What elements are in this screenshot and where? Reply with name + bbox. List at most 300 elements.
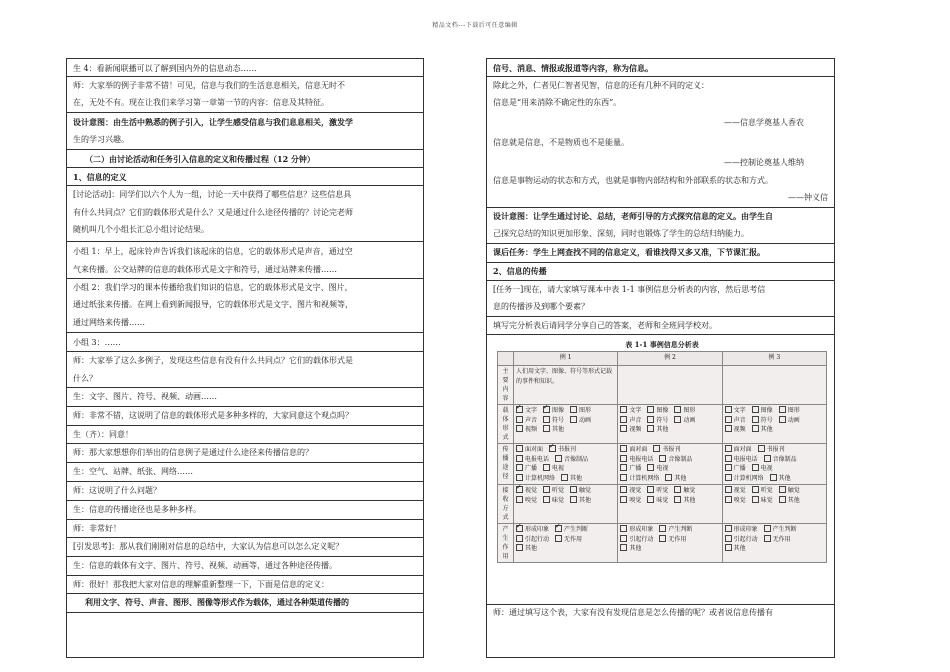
option-label: 图像 — [760, 407, 773, 414]
option-item — [516, 416, 537, 426]
text-line: 生 4：看新闻联播可以了解到国内外的信息动态…… — [73, 64, 257, 73]
option-label: 视觉 — [629, 487, 642, 494]
option-item — [674, 496, 695, 506]
table-cell — [618, 485, 722, 524]
option-label: 文字 — [525, 407, 538, 414]
option-item — [752, 406, 773, 416]
checkbox-icon[interactable] — [620, 486, 627, 493]
checkbox-icon[interactable] — [516, 486, 523, 493]
option-label: 面对面 — [733, 446, 752, 453]
checkbox-icon[interactable] — [725, 474, 732, 481]
option-label: 图像 — [656, 407, 669, 414]
option-item — [752, 425, 773, 435]
text-line: 填写完分析表后请同学分享自己的答案，老师和全班同学校对。 — [493, 321, 717, 330]
option-item — [659, 455, 692, 465]
option-label: 计算机网络 — [629, 474, 660, 482]
checkbox-icon[interactable] — [653, 445, 660, 452]
checkbox-icon[interactable] — [516, 464, 523, 471]
checkbox-icon[interactable] — [620, 445, 627, 452]
option-item — [647, 406, 668, 416]
option-label: 听觉 — [552, 487, 565, 494]
option-label: 触觉 — [787, 487, 800, 494]
checkbox-icon[interactable] — [764, 525, 771, 532]
row-divider — [487, 280, 834, 281]
text-line: 设计意图：让学生通过讨论、总结，老师引导的方式探究信息的定义。由学生自 — [493, 211, 773, 221]
text-line: 小组 3：…… — [73, 338, 121, 347]
checkbox-icon[interactable] — [620, 544, 627, 551]
option-label: 产生判断 — [772, 526, 797, 533]
checkbox-icon[interactable] — [570, 486, 577, 493]
option-label: 电报电话 — [525, 455, 550, 463]
row-divider — [67, 593, 423, 594]
checkbox-icon[interactable] — [555, 535, 562, 542]
option-label: 广播 — [733, 465, 746, 472]
option-label: 书报刊 — [558, 446, 577, 453]
text-line: 有什么共同点？它们的载体形式是什么？又是通过什么途径传播的？讨论完老师 — [73, 208, 353, 217]
text-line: 信息就是信息，不是物质也不是能量。 — [493, 138, 629, 147]
table-cell — [722, 524, 826, 563]
text-line: 己探究总结的知识更加形象、深刻，同时也锻炼了学生的总结归纳能力。 — [493, 229, 749, 238]
checkbox-icon[interactable] — [570, 496, 577, 503]
option-item — [752, 416, 773, 426]
checkbox-icon[interactable] — [764, 455, 771, 462]
checkbox-icon[interactable] — [779, 406, 786, 413]
checkbox-icon[interactable] — [725, 406, 732, 413]
text-line: 师：非常不错，这说明了信息的载体形式是多种多样的，大家同意这个观点吗？ — [73, 411, 353, 420]
option-label: 其他 — [683, 496, 696, 504]
row-divider — [67, 556, 423, 557]
option-label: 视频 — [733, 426, 746, 433]
section-heading: （二）由讨论活动和任务引入信息的定义和传播过程（12 分钟） — [85, 154, 315, 164]
option-item — [764, 455, 797, 465]
text-line: 生：信息的载体有文字、图片、符号、视频、动画等，通过各种途径传播。 — [73, 561, 337, 570]
subsection-heading: 1、信息的定义 — [73, 172, 127, 182]
option-item — [647, 496, 668, 506]
option-label: 引起行动 — [629, 535, 654, 543]
option-item — [620, 455, 653, 465]
option-label: 引起行动 — [525, 535, 550, 543]
checkbox-icon[interactable] — [665, 474, 672, 481]
option-label: 形成印象 — [629, 526, 654, 533]
table-cell — [722, 485, 826, 524]
checkbox-icon[interactable] — [543, 406, 550, 413]
text-line: [任务一]现在，请大家填写课本中表 1-1 事例信息分析表的内容，然后思考信 — [493, 285, 766, 294]
option-item — [758, 445, 785, 455]
option-item — [779, 416, 800, 426]
option-label: 触觉 — [683, 487, 696, 494]
table-header-row — [498, 352, 827, 366]
option-item — [725, 474, 764, 484]
option-label: 味觉 — [656, 496, 669, 504]
option-item — [543, 496, 564, 506]
option-label: 无作用 — [668, 535, 687, 543]
option-label: 电视 — [760, 465, 773, 472]
row-divider — [67, 387, 423, 388]
option-label: 其他 — [552, 426, 565, 433]
option-item — [752, 496, 773, 506]
option-item — [516, 425, 537, 435]
option-item — [620, 445, 647, 455]
option-item — [653, 445, 680, 455]
option-item — [516, 535, 549, 545]
checkbox-icon[interactable] — [725, 416, 732, 423]
option-label: 图像 — [552, 407, 565, 414]
checkbox-icon[interactable] — [752, 464, 759, 471]
option-item — [770, 474, 791, 484]
option-item — [570, 496, 591, 506]
option-label: 电视 — [656, 465, 669, 472]
row-label: 载体形式 — [498, 405, 514, 444]
table-cell — [618, 444, 722, 485]
option-item — [543, 464, 564, 474]
checkbox-icon[interactable] — [516, 445, 523, 452]
text-line: 生：空气、站牌、纸张、网络…… — [73, 467, 193, 476]
option-item — [620, 486, 641, 496]
option-label: 产生判断 — [668, 526, 693, 533]
row-divider — [67, 149, 423, 150]
table-cell — [514, 405, 618, 444]
option-label: 无作用 — [564, 535, 583, 543]
row-divider — [67, 332, 423, 333]
option-item — [779, 496, 800, 506]
row-divider — [67, 278, 423, 279]
text-line: 师：大家举的例子非常不错！可见，信息与我们的生活息息相关，信息无时不 — [73, 81, 345, 90]
option-label: 其他 — [579, 496, 592, 504]
text-line: 师：通过填写这个表，大家有没有发现信息是怎么传播的呢？或者说信息传播有 — [493, 608, 773, 617]
checkbox-icon[interactable] — [725, 425, 732, 432]
table-cell — [618, 366, 722, 405]
option-label: 计算机网络 — [733, 474, 764, 482]
option-label: 声音 — [733, 416, 746, 424]
option-label: 视频 — [525, 426, 538, 433]
option-item — [620, 525, 653, 535]
option-item — [549, 445, 576, 455]
option-label: 图形 — [579, 407, 592, 414]
option-item — [561, 474, 582, 484]
checkbox-icon[interactable] — [516, 474, 523, 481]
option-label: 其他 — [778, 474, 791, 482]
checkbox-icon[interactable] — [543, 486, 550, 493]
right-column — [486, 58, 835, 658]
checkbox-icon[interactable] — [620, 474, 627, 481]
row-label: 传播途径 — [498, 444, 514, 485]
checkbox-icon[interactable] — [570, 406, 577, 413]
checkbox-icon[interactable] — [674, 496, 681, 503]
text-line: 师：很好！那我把大家对信息的理解重新整理一下，下面是信息的定义： — [73, 580, 329, 589]
row-divider — [487, 316, 834, 317]
checkbox-icon[interactable] — [516, 535, 523, 542]
checkbox-icon[interactable] — [543, 464, 550, 471]
option-item — [725, 416, 746, 426]
row-divider — [487, 243, 834, 244]
row-divider — [67, 241, 423, 242]
checkbox-icon[interactable] — [570, 416, 577, 423]
row-label: 主要内容 — [498, 366, 514, 405]
option-item — [620, 535, 653, 545]
text-line: 小组 2：我们学习的课本传播给我们知识的信息，它的载体形式是文字、图片， — [73, 283, 353, 292]
column-header: 例 2 — [618, 352, 722, 366]
checkbox-icon[interactable] — [620, 535, 627, 542]
option-label: 音像制品 — [772, 455, 797, 463]
option-label: 广播 — [629, 465, 642, 472]
text-line: 师：大家举了这么多例子，发现这些信息有没有什么共同点？它们的载体形式是 — [73, 356, 353, 365]
option-item — [516, 464, 537, 474]
analysis-table-figure — [497, 340, 827, 598]
text-line: 利用文字、符号、声音、图形、图像等形式作为载体，通过各种渠道传播的 — [85, 597, 349, 607]
option-label: 味觉 — [552, 496, 565, 504]
checkbox-icon[interactable] — [725, 486, 732, 493]
option-item — [516, 445, 543, 455]
checkbox-icon[interactable] — [725, 525, 732, 532]
table-cell — [514, 366, 618, 405]
option-item — [620, 416, 641, 426]
option-label: 动画 — [683, 416, 696, 424]
checkbox-icon[interactable] — [620, 416, 627, 423]
table-cell — [618, 405, 722, 444]
option-label: 其他 — [733, 545, 746, 552]
option-label: 图形 — [787, 407, 800, 414]
row-divider — [67, 76, 423, 77]
checkbox-icon[interactable] — [647, 425, 654, 432]
option-item — [543, 406, 564, 416]
checkbox-icon[interactable] — [725, 535, 732, 542]
option-item — [516, 525, 549, 535]
option-item — [516, 544, 537, 554]
option-label: 味觉 — [760, 496, 773, 504]
text-line: 师：非常好！ — [73, 524, 121, 533]
option-item — [555, 535, 582, 545]
option-label: 嗅觉 — [733, 496, 746, 504]
option-item — [659, 525, 692, 535]
cell-text: 人们用文字、图像、符号等形式记载的事件和知识。 — [516, 368, 613, 385]
option-item — [674, 486, 695, 496]
option-label: 形成印象 — [525, 526, 550, 533]
table-row — [498, 485, 827, 524]
checkbox-icon[interactable] — [647, 464, 654, 471]
option-item — [620, 474, 659, 484]
checkbox-icon[interactable] — [647, 496, 654, 503]
text-line: 除此之外，仁者见仁智者见智，信息的还有几种不同的定义： — [493, 81, 709, 90]
checkbox-icon[interactable] — [779, 486, 786, 493]
checkbox-icon[interactable] — [543, 496, 550, 503]
option-label: 图形 — [683, 407, 696, 414]
checkbox-icon[interactable] — [659, 525, 666, 532]
option-item — [779, 486, 800, 496]
option-label: 嗅觉 — [629, 496, 642, 504]
checkbox-icon[interactable] — [620, 425, 627, 432]
option-item — [516, 486, 537, 496]
text-line: 通过纸张来传播。在网上看到新闻报导，它的载体形式是文字、图片和视频等， — [73, 300, 353, 309]
checkbox-icon[interactable] — [620, 496, 627, 503]
option-label: 其他 — [656, 426, 669, 433]
option-label: 其他 — [787, 496, 800, 504]
row-divider — [67, 462, 423, 463]
row-divider — [487, 262, 834, 263]
option-label: 其他 — [760, 426, 773, 433]
column-header: 例 3 — [722, 352, 826, 366]
table-cell — [514, 485, 618, 524]
checkbox-icon[interactable] — [764, 535, 771, 542]
option-item — [647, 425, 668, 435]
option-item — [725, 535, 758, 545]
table-row — [498, 444, 827, 485]
option-label: 电报电话 — [733, 455, 758, 463]
checkbox-icon[interactable] — [779, 496, 786, 503]
row-divider — [67, 112, 423, 113]
checkbox-icon[interactable] — [674, 406, 681, 413]
checkbox-icon[interactable] — [725, 544, 732, 551]
row-divider — [67, 519, 423, 520]
checkbox-icon[interactable] — [516, 416, 523, 423]
checkbox-icon[interactable] — [752, 425, 759, 432]
option-item — [516, 455, 549, 465]
checkbox-icon[interactable] — [516, 496, 523, 503]
option-label: 广播 — [525, 465, 538, 472]
checkbox-icon[interactable] — [516, 455, 523, 462]
text-line: 小组 1：早上，起床铃声告诉我们该起床的信息，它的载体形式是声音，通过空 — [73, 247, 353, 256]
option-item — [543, 425, 564, 435]
checkbox-icon[interactable] — [674, 416, 681, 423]
checkbox-icon[interactable] — [752, 416, 759, 423]
subsection-heading: 2、信息的传播 — [493, 266, 547, 276]
checkbox-icon[interactable] — [659, 455, 666, 462]
checkbox-icon[interactable] — [647, 486, 654, 493]
option-item — [555, 525, 588, 535]
table-row — [498, 524, 827, 563]
option-label: 符号 — [760, 416, 773, 424]
row-divider — [67, 425, 423, 426]
option-label: 符号 — [552, 416, 565, 424]
option-item — [752, 486, 773, 496]
text-line: 在，无处不有。现在让我们来学习第一章第一节的内容：信息及其特征。 — [73, 98, 329, 107]
checkbox-icon[interactable] — [752, 496, 759, 503]
row-divider — [67, 406, 423, 407]
checkbox-icon[interactable] — [725, 464, 732, 471]
table-cell — [722, 444, 826, 485]
quote-attribution: ——控制论奠基人维纳 — [724, 158, 804, 167]
checkbox-icon[interactable] — [647, 406, 654, 413]
option-label: 听觉 — [760, 487, 773, 494]
checkbox-icon[interactable] — [549, 445, 556, 452]
option-item — [659, 535, 686, 545]
text-line: 通过网络来传播…… — [73, 318, 145, 327]
row-divider — [67, 351, 423, 352]
option-item — [620, 544, 641, 554]
text-line: [引发思考]：那从我们刚刚对信息的总结中，大家认为信息可以怎么定义呢？ — [73, 542, 344, 551]
analysis-table — [497, 351, 827, 563]
text-line: 信号、消息、情报或报道等内容，称为信息。 — [493, 63, 653, 73]
text-line: 什么？ — [73, 374, 97, 383]
quote-attribution: ——钟义信 — [788, 193, 828, 202]
checkbox-icon[interactable] — [725, 455, 732, 462]
table-cell — [514, 524, 618, 563]
option-item — [752, 464, 773, 474]
option-item — [620, 425, 641, 435]
option-label: 声音 — [629, 416, 642, 424]
option-item — [725, 486, 746, 496]
table-caption: 表 1-1 事例信息分析表 — [625, 340, 699, 349]
checkbox-icon[interactable] — [779, 416, 786, 423]
checkbox-icon[interactable] — [647, 416, 654, 423]
option-item — [570, 486, 591, 496]
checkbox-icon[interactable] — [725, 496, 732, 503]
table-cell — [722, 366, 826, 405]
option-label: 音像制品 — [564, 455, 589, 463]
option-label: 动画 — [787, 416, 800, 424]
option-item — [725, 406, 746, 416]
text-line: 息的传播涉及到哪个要素？ — [493, 302, 589, 311]
text-line: 信息是“用来消除不确定性的东西”。 — [493, 98, 622, 107]
option-item — [674, 406, 695, 416]
option-label: 音像制品 — [668, 455, 693, 463]
page-header: 精品文档---下载后可任意编辑 — [432, 22, 518, 29]
option-label: 电报电话 — [629, 455, 654, 463]
checkbox-icon[interactable] — [516, 525, 523, 532]
checkbox-icon[interactable] — [758, 445, 765, 452]
option-item — [674, 416, 695, 426]
checkbox-icon[interactable] — [620, 406, 627, 413]
checkbox-icon[interactable] — [620, 464, 627, 471]
option-label: 其他 — [525, 545, 538, 552]
left-column — [66, 58, 424, 658]
option-item — [555, 455, 588, 465]
checkbox-icon[interactable] — [555, 455, 562, 462]
checkbox-icon[interactable] — [555, 525, 562, 532]
option-label: 面对面 — [629, 446, 648, 453]
text-line: [讨论活动]：同学们以六个人为一组，讨论一天中获得了哪些信息？这些信息具 — [73, 190, 352, 199]
option-item — [516, 474, 555, 484]
option-label: 文字 — [629, 407, 642, 414]
table-cell — [514, 444, 618, 485]
row-divider — [487, 207, 834, 208]
option-label: 书报刊 — [766, 446, 785, 453]
option-item — [516, 496, 537, 506]
checkbox-icon[interactable] — [516, 544, 523, 551]
option-label: 面对面 — [525, 446, 544, 453]
checkbox-icon[interactable] — [770, 474, 777, 481]
option-item — [725, 544, 746, 554]
option-item — [647, 486, 668, 496]
option-label: 书报刊 — [662, 446, 681, 453]
checkbox-icon[interactable] — [543, 425, 550, 432]
checkbox-icon[interactable] — [752, 406, 759, 413]
checkbox-icon[interactable] — [752, 486, 759, 493]
row-divider — [487, 604, 834, 605]
row-divider — [67, 167, 423, 168]
option-item — [725, 425, 746, 435]
option-label: 声音 — [525, 416, 538, 424]
row-divider — [67, 500, 423, 501]
checkbox-icon[interactable] — [516, 406, 523, 413]
checkbox-icon[interactable] — [725, 445, 732, 452]
checkbox-icon[interactable] — [543, 416, 550, 423]
checkbox-icon[interactable] — [516, 425, 523, 432]
option-item — [725, 464, 746, 474]
checkbox-icon[interactable] — [561, 474, 568, 481]
checkbox-icon[interactable] — [659, 535, 666, 542]
option-label: 电视 — [552, 465, 565, 472]
checkbox-icon[interactable] — [674, 486, 681, 493]
option-item — [779, 406, 800, 416]
option-label: 形成印象 — [733, 526, 758, 533]
option-item — [620, 406, 641, 416]
checkbox-icon[interactable] — [620, 455, 627, 462]
row-divider — [67, 612, 423, 613]
row-divider — [67, 443, 423, 444]
text-line: 生：信息的传播途径也是多种多样。 — [73, 505, 201, 514]
option-label: 引起行动 — [733, 535, 758, 543]
checkbox-icon[interactable] — [620, 525, 627, 532]
